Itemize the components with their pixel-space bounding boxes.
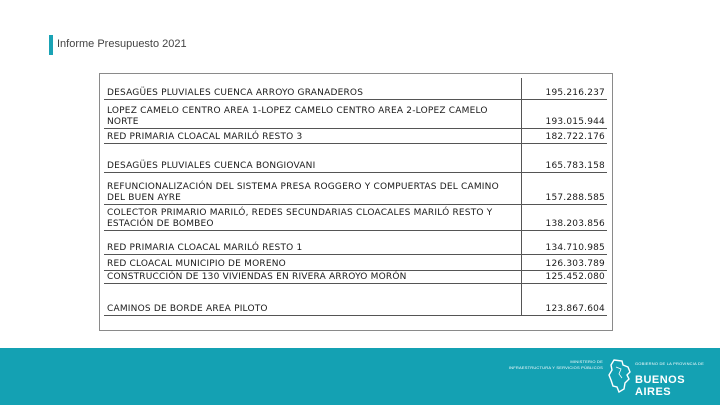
page-title: Informe Presupuesto 2021 [57, 38, 187, 50]
project-amount: 123.867.604 [522, 283, 607, 315]
table-row [104, 143, 607, 172]
project-name: REFUNCIONALIZACIÓN DEL SISTEMA PRESA ROGGERO Y COMPUERTAS DEL CAMINO DEL BUEN AYRE [104, 172, 522, 204]
project-amount: 126.303.789 [522, 254, 607, 270]
project-amount: 195.216.237 [522, 78, 607, 99]
table-row [104, 128, 607, 143]
project-name: CAMINOS DE BORDE AREA PILOTO [104, 283, 522, 315]
table-row [104, 230, 607, 254]
government-label: GOBIERNO DE LA PROVINCIA DE [635, 361, 704, 366]
project-name: RED CLOACAL MUNICIPIO DE MORENO [104, 254, 522, 270]
project-amount: 157.288.585 [522, 172, 607, 204]
project-name: RED PRIMARIA CLOACAL MARILÓ RESTO 1 [104, 230, 522, 254]
project-name: LOPEZ CAMELO CENTRO AREA 1-LOPEZ CAMELO CENTRO AREA 2-LOPEZ CAMELO NORTE [104, 99, 522, 128]
brand-logo-text: BUENOS AIRES [635, 374, 686, 398]
ministry-label [497, 359, 603, 371]
project-amount: 138.203.856 [522, 204, 607, 230]
ministry-line-2: INFRAESTRUCTURA Y SERVICIOS PÚBLICOS [508, 365, 603, 370]
table-row [104, 99, 607, 128]
project-name: DESAGÜES PLUVIALES CUENCA BONGIOVANI [104, 143, 522, 172]
province-map-icon [608, 359, 632, 398]
project-amount: 165.783.158 [522, 143, 607, 172]
project-amount: 125.452.080 [522, 270, 607, 283]
project-name: CONSTRUCCIÓN DE 130 VIVIENDAS EN RIVERA ARROYO MORÓN [104, 270, 522, 283]
header-accent-bar [49, 35, 53, 55]
table-row [104, 204, 607, 230]
table-row [104, 78, 607, 99]
table-row [104, 172, 607, 204]
table-row [104, 270, 607, 283]
project-amount: 134.710.985 [522, 230, 607, 254]
project-name: DESAGÜES PLUVIALES CUENCA ARROYO GRANADEROS [104, 78, 522, 99]
project-name: RED PRIMARIA CLOACAL MARILÓ RESTO 3 [104, 128, 522, 143]
ministry-line-1: MINISTERIO DE [570, 359, 603, 364]
table-row [104, 254, 607, 270]
project-amount: 193.015.944 [522, 99, 607, 128]
project-amount: 182.722.176 [522, 128, 607, 143]
table-row [104, 283, 607, 315]
project-name: COLECTOR PRIMARIO MARILÓ, REDES SECUNDARIAS CLOACALES MARILÓ RESTO Y ESTACIÓN DE BOMBEO [104, 204, 522, 230]
budget-table [104, 78, 607, 316]
